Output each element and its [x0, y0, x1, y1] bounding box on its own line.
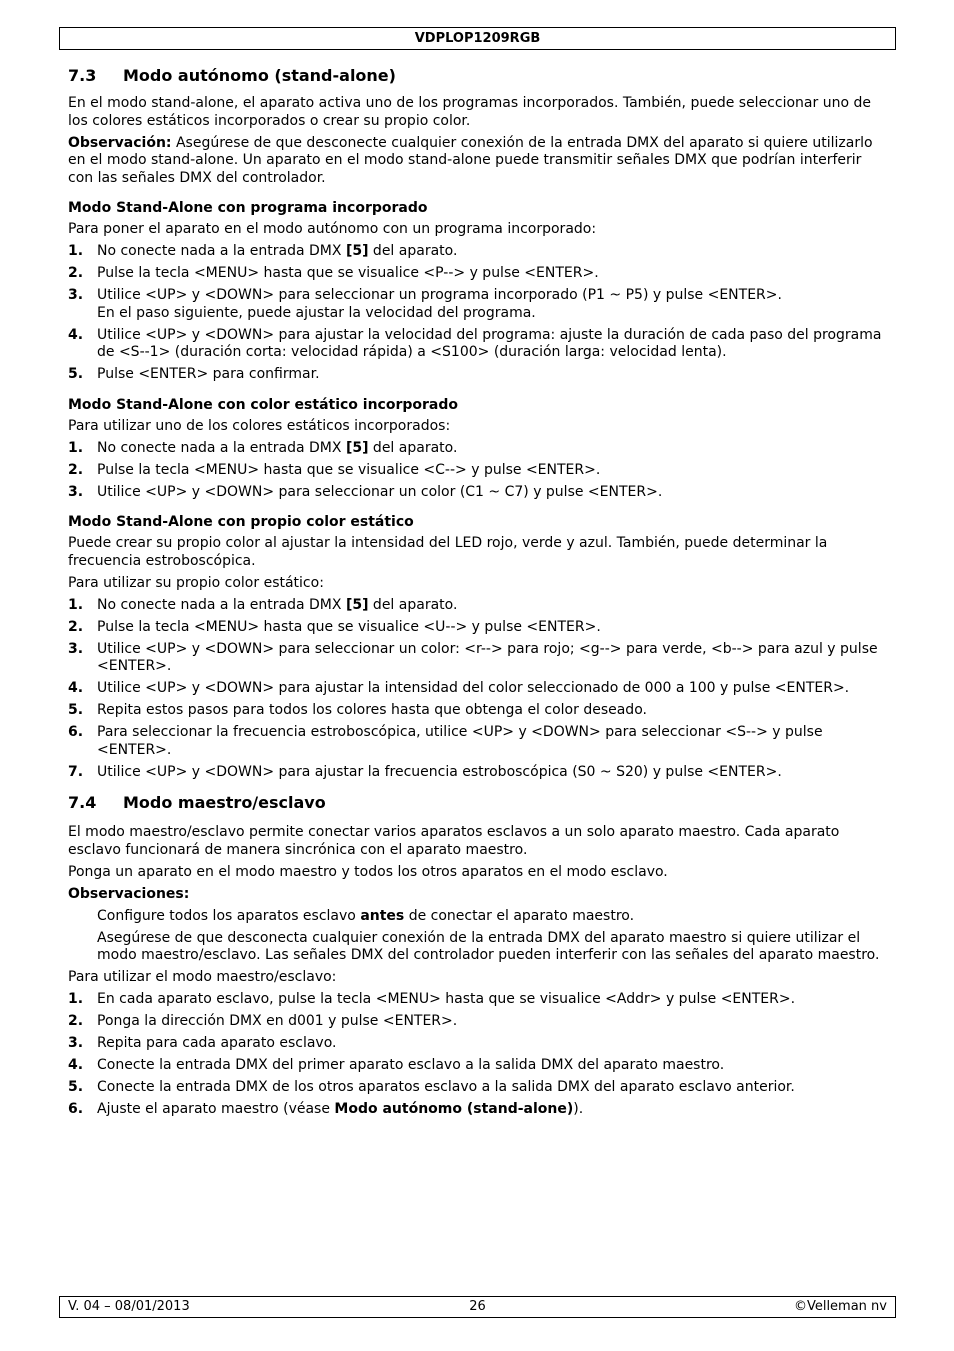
step-text: No conecte nada a la entrada DMX	[97, 596, 346, 613]
subsection-heading: Modo Stand-Alone con color estático incorporado	[68, 396, 459, 413]
note-item: Asegúrese de que desconecta cualquier conexión de la entrada DMX del aparato maestro si quiere utilizar el modo maestro/esclavo. Las señales DMX del controlador pueden interferir con las señales del aparato maestro.	[97, 929, 880, 963]
list-item	[68, 243, 888, 261]
note-text: Configure todos los aparatos esclavo	[97, 907, 361, 924]
list-item	[68, 1101, 888, 1119]
step-bold: [5]	[345, 439, 369, 456]
step-number: 7.	[68, 763, 84, 780]
list-item	[68, 680, 888, 698]
list-item	[68, 287, 888, 322]
step-number: 6.	[68, 724, 84, 740]
step-number: 4.	[68, 680, 84, 696]
step-number: 2.	[68, 461, 84, 478]
list-item	[68, 619, 888, 637]
note-text: de conectar el aparato maestro.	[404, 907, 635, 924]
step-number: 3.	[68, 640, 84, 657]
note-item	[68, 908, 888, 926]
list-item	[68, 724, 888, 759]
list-item	[68, 366, 888, 384]
paragraph: En el modo stand-alone, el aparato activa uno de los programas incorporados. También, puede seleccionar uno de los colores estáticos incorporados o crear su propio color.	[68, 95, 871, 129]
paragraph: Para utilizar el modo maestro/esclavo:	[68, 969, 337, 985]
note-label: Observación:	[68, 134, 172, 151]
page-content	[68, 66, 888, 1123]
list-item	[68, 265, 888, 283]
list-item	[68, 1079, 888, 1097]
list-item	[68, 484, 888, 502]
step-text: Repita para cada aparato esclavo.	[97, 1035, 337, 1051]
copyright: ©Velleman nv	[793, 1299, 887, 1314]
paragraph: Ponga un aparato en el modo maestro y todos los otros aparatos en el modo esclavo.	[68, 863, 668, 880]
subsection-heading: Modo Stand-Alone con propio color estático	[68, 514, 414, 530]
list-item	[68, 764, 888, 782]
step-text: del aparato.	[368, 439, 458, 456]
step-text: Pulse la tecla <MENU> hasta que se visualice <U--> y pulse <ENTER>.	[97, 618, 601, 635]
subsection-heading: Modo Stand-Alone con programa incorporado	[68, 200, 428, 216]
step-number: 6.	[68, 1101, 84, 1117]
step-number: 5.	[68, 366, 84, 382]
note-text: Asegúrese de que desconecte cualquier conexión de la entrada DMX del aparato si quiere utilizarlo en el modo stand-alone. Un aparato en el modo stand-alone puede transmitir señales DMX que podrían interferir con las señales DMX del controlador.	[68, 134, 873, 186]
step-text: Conecte la entrada DMX del primer aparato esclavo a la salida DMX del aparato maestro.	[97, 1057, 725, 1073]
step-bold: [5]	[345, 596, 369, 613]
section-title: Modo maestro/esclavo	[123, 793, 326, 812]
document-title: VDPLOP1209RGB	[414, 31, 541, 46]
section-number: 7.3	[68, 66, 97, 85]
step-text: Repita estos pasos para todos los colores hasta que obtenga el color deseado.	[97, 702, 647, 718]
section-heading-7-4	[68, 793, 888, 813]
step-number: 4.	[68, 1057, 84, 1073]
step-text: Utilice <UP> y <DOWN> para ajustar la frecuencia estroboscópica (S0 ~ S20) y pulse <ENTER>.	[97, 763, 782, 780]
section-number: 7.4	[68, 793, 97, 812]
paragraph: Para utilizar uno de los colores estáticos incorporados:	[68, 417, 451, 434]
paragraph: El modo maestro/esclavo permite conectar varios aparatos esclavos a un solo aparato maestro. Cada aparato esclavo funcionará de manera sincrónica con el aparato maestro.	[68, 824, 840, 858]
list-item	[68, 327, 888, 362]
step-number: 3.	[68, 1035, 84, 1051]
step-text: Conecte la entrada DMX de los otros aparatos esclavo a la salida DMX del aparato esclavo anterior.	[97, 1079, 795, 1095]
list-item	[68, 641, 888, 676]
section-heading-7-3	[68, 66, 888, 86]
step-number: 1.	[68, 991, 84, 1007]
list-item	[68, 462, 888, 480]
page-footer	[59, 1296, 896, 1318]
step-number: 3.	[68, 287, 84, 303]
step-text: Ajuste el aparato maestro (véase	[97, 1101, 335, 1117]
step-number: 2.	[68, 618, 84, 635]
step-text: Utilice <UP> y <DOWN> para seleccionar un color (C1 ~ C7) y pulse <ENTER>.	[97, 483, 663, 500]
step-text: En cada aparato esclavo, pulse la tecla <MENU> hasta que se visualice <Addr> y pulse <ENTER>.	[97, 991, 796, 1007]
step-text: Ponga la dirección DMX en d001 y pulse <ENTER>.	[97, 1013, 458, 1029]
step-number: 5.	[68, 702, 84, 718]
step-number: 1.	[68, 439, 84, 456]
step-text: del aparato.	[368, 243, 458, 259]
paragraph: Puede crear su propio color al ajustar la intensidad del LED rojo, verde y azul. También, puede determinar la frecuencia estroboscópica.	[68, 535, 828, 569]
step-text: Pulse <ENTER> para confirmar.	[97, 366, 320, 382]
step-bold: [5]	[345, 243, 369, 259]
step-text: Utilice <UP> y <DOWN> para seleccionar un color: <r--> para rojo; <g--> para verde, <b--> para azul y pulse <ENTER>.	[97, 640, 878, 674]
step-text: ).	[573, 1101, 584, 1117]
step-number: 1.	[68, 243, 84, 259]
step-text: Pulse la tecla <MENU> hasta que se visualice <C--> y pulse <ENTER>.	[97, 461, 601, 478]
step-number: 2.	[68, 265, 84, 281]
step-number: 2.	[68, 1013, 84, 1029]
notes-label	[68, 886, 888, 904]
step-number: 3.	[68, 483, 84, 500]
step-text: En el paso siguiente, puede ajustar la velocidad del programa.	[97, 304, 536, 321]
page-header	[59, 27, 896, 50]
step-text: Utilice <UP> y <DOWN> para ajustar la velocidad del programa: ajuste la duración de cada paso del programa de <S--1> (duración corta: velocidad rápida) a <S100> (duración larga: velocidad lenta).	[97, 326, 882, 360]
paragraph: Para poner el aparato en el modo autónomo con un programa incorporado:	[68, 221, 597, 237]
notes-label-text: Observaciones:	[68, 885, 190, 902]
step-number: 5.	[68, 1079, 84, 1095]
step-text: No conecte nada a la entrada DMX	[97, 439, 346, 456]
step-text: No conecte nada a la entrada DMX	[97, 243, 346, 259]
version-date: V. 04 – 08/01/2013	[68, 1299, 190, 1314]
step-text: Pulse la tecla <MENU> hasta que se visualice <P--> y pulse <ENTER>.	[97, 265, 599, 281]
step-number: 1.	[68, 596, 84, 613]
list-item	[68, 702, 888, 720]
list-item	[68, 1013, 888, 1031]
paragraph: Para utilizar su propio color estático:	[68, 574, 324, 591]
note-paragraph	[68, 135, 888, 188]
list-item	[68, 440, 888, 458]
list-item	[68, 597, 888, 615]
note-bold: antes	[360, 907, 405, 924]
list-item	[68, 1057, 888, 1075]
step-text: del aparato.	[368, 596, 458, 613]
list-item	[68, 991, 888, 1009]
step-text: Utilice <UP> y <DOWN> para ajustar la intensidad del color seleccionado de 000 a 100 y pulse <ENTER>.	[97, 680, 850, 696]
list-item	[68, 1035, 888, 1053]
section-title: Modo autónomo (stand-alone)	[123, 66, 396, 85]
page-number: 26	[469, 1299, 486, 1314]
step-number: 4.	[68, 326, 84, 343]
step-text: Para seleccionar la frecuencia estroboscópica, utilice <UP> y <DOWN> para seleccionar <S--> y pulse <ENTER>.	[97, 724, 823, 758]
step-text: Utilice <UP> y <DOWN> para seleccionar un programa incorporado (P1 ~ P5) y pulse <ENTER>.	[97, 287, 782, 303]
cross-reference: Modo autónomo (stand-alone)	[334, 1101, 574, 1117]
